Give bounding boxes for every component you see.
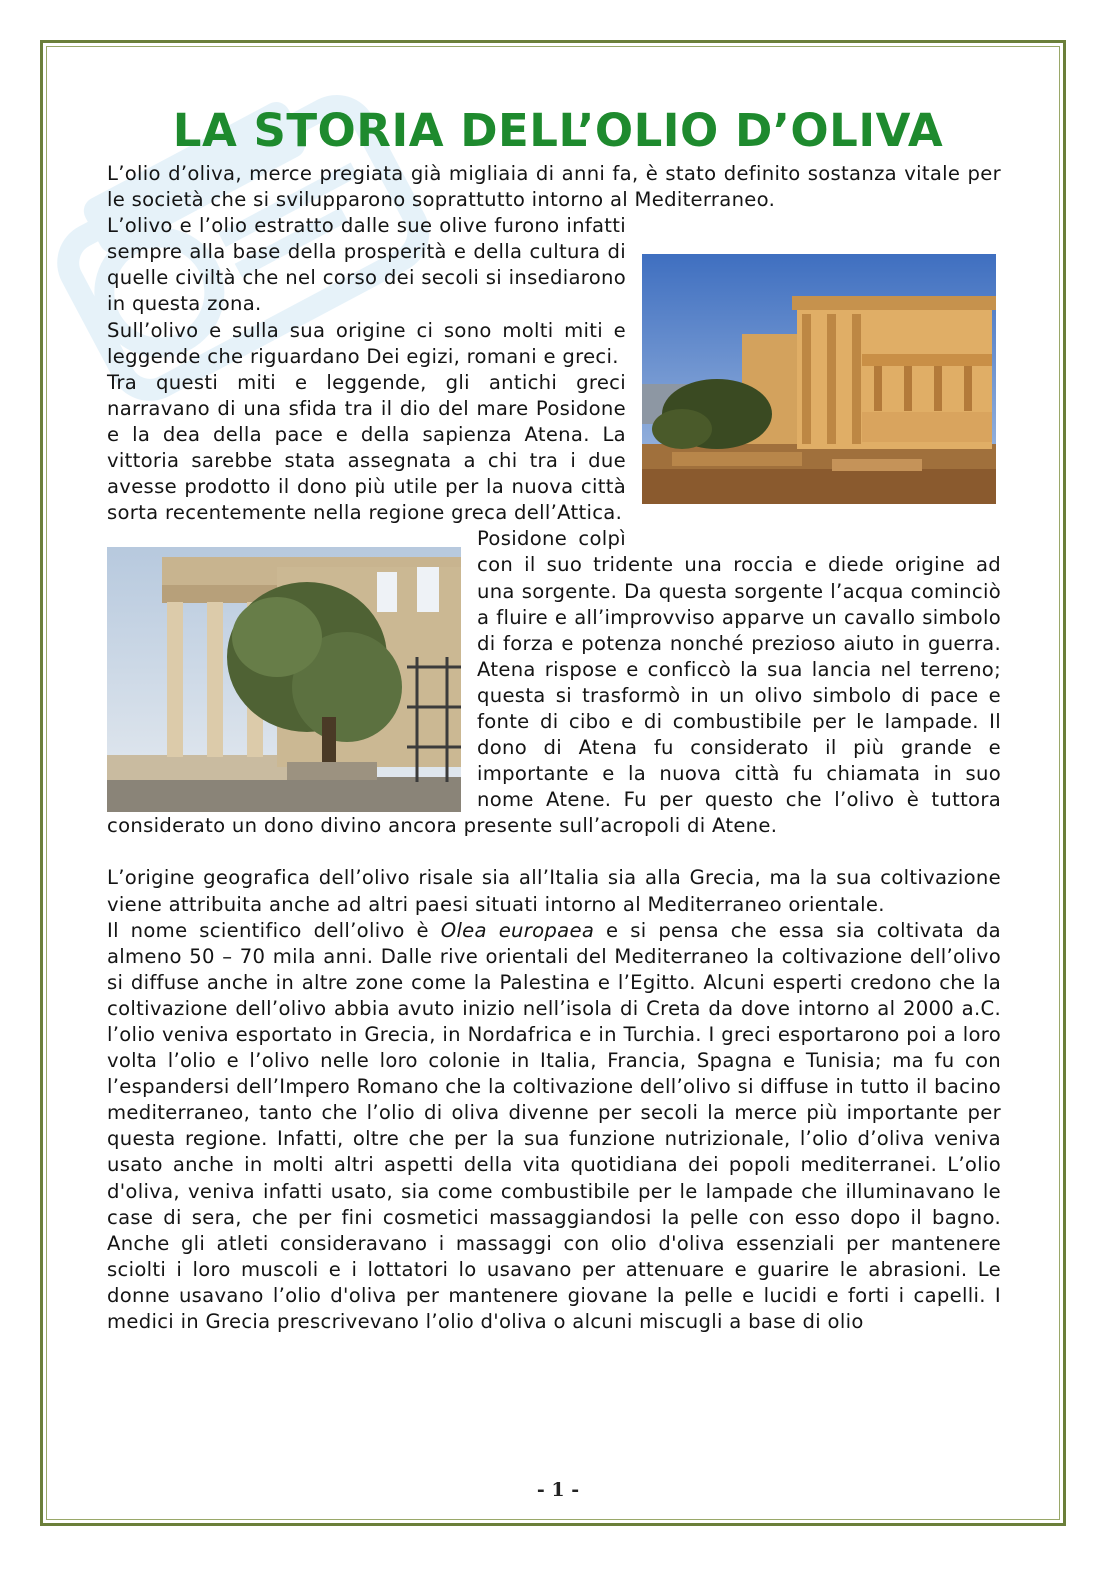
paragraph-olive-prosperity: L’olivo e l’olio estratto dalle sue olive furono infatti sempre alla base della prosperità e della cultura di quelle civiltà che nel corso dei secoli si insediarono in questa zona. (107, 214, 626, 316)
olive-tree-temple-photo (107, 547, 461, 812)
erechtheion-photo (642, 254, 996, 504)
page-title: LA STORIA DELL’OLIO D’OLIVA (172, 104, 944, 157)
paragraph-geographic-origin: L’origine geografica dell’olivo risale sia all’Italia sia alla Grecia, ma la sua coltivazione viene attribuita anche ad altri paesi situati intorno al Mediterraneo orientale. (107, 866, 1001, 916)
history-body: e si pensa che essa sia coltivata da almeno 50 – 70 mila anni. Dalle rive orientali del Mediterraneo la coltivazione dell’olivo si diffuse anche in altre zone come la Palestina e l’Egitto. Alcuni esperti credono che la coltivazione dell’olivo abbia avuto inizio nell’isola di Creta da dove intorno al 2000 a.C. l’olio veniva esportato in Grecia, in Nordafrica e in Turchia. I greci esportarono poi a loro volta l’olio e l’olivo nelle loro colonie in Italia, Francia, Spagna e Tunisia; ma fu con l’espandersi dell’Impero Romano che la coltivazione dell’olivo si diffuse in tutto il bacino mediterraneo, tanto che l’olio di oliva divenne per secoli la merce più importante per questa regione. Infatti, oltre che per la sua funzione nutrizionale, l’olio d’oliva veniva usato anche in molti altri aspetti della vita quotidiana dei popoli mediterranei. L’olio d'oliva, veniva infatti usato, sia come combustibile per le lampade che illuminavano le case di sera, che per fini cosmetici massaggiandosi la pelle con esso dopo il bagno. Anche gli atleti consideravano i massaggi con olio d'oliva essenziali per mantenere sciolti i loro muscoli e i lottatori lo usavano per attenuare e guarire le abrasioni. Le donne usavano l’olio d'oliva per mantenere giovane la pelle e lucidi e forti i capelli. I medici in Grecia prescrivevano l’olio d'oliva o alcuni miscugli a base di olio (107, 918, 1001, 1334)
page-number: - 1 - (536, 1479, 580, 1501)
history-lead: Il nome scientifico dell’olivo è (107, 918, 441, 942)
paragraph-history (107, 918, 1001, 1336)
paragraph-intro: L’olio d’oliva, merce pregiata già migliaia di anni fa, è stato definito sostanza vitale per le società che si svilupparono soprattutto intorno al Mediterraneo. (107, 162, 1001, 212)
paragraph-gap (107, 839, 1001, 865)
paragraph-posidone-athena: Posidone colpì con il suo tridente una roccia e diede origine ad una sorgente. Da questa sorgente l’acqua cominciò a fluire e all’improvviso apparve un cavallo simbolo di forza e potenza nonché prezioso aiuto in guerra. Atena rispose e conficcò la sua lancia nel terreno; questa si trasformò in un olivo simbolo di pace e fonte di cibo e di combustibile per le lampade. Il dono di Atena fu considerato il più grande e importante e la nuova città fu chiamata in suo nome Atene. Fu per questo che l’olivo è tuttora considerato un dono divino ancora presente sull’acropoli di Atene. (107, 527, 1001, 838)
paragraph-athena-challenge: Tra questi miti e leggende, gli antichi greci narravano di una sfida tra il dio del mare Posidone e la dea della pace e della sapienza Atena. La vittoria sarebbe stata assegnata a chi tra i due avesse prodotto il dono più utile per la nuova città sorta recentemente nella regione greca dell’Attica. (107, 370, 626, 525)
article-body (107, 161, 1001, 1335)
paragraph-myths: Sull’olivo e sulla sua origine ci sono molti miti e leggende che riguardano Dei egizi, romani e greci. (107, 318, 626, 368)
scientific-name: Olea europaea (440, 918, 595, 942)
